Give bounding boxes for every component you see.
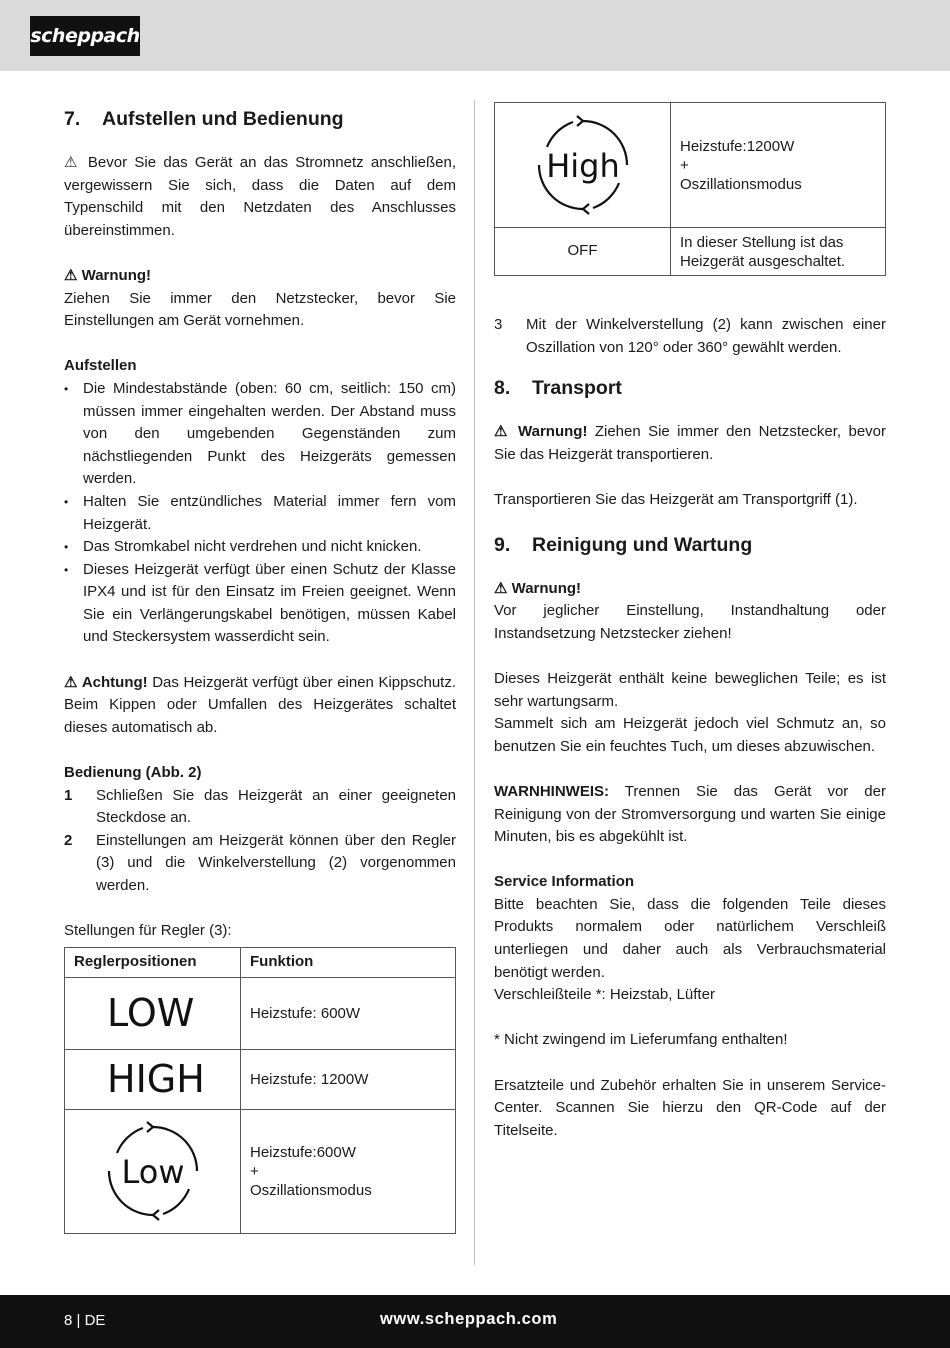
service-heading: Service Information bbox=[494, 873, 635, 891]
list-item: • Halten Sie entzündliches Material immer fern vom Heizgerät. bbox=[64, 491, 456, 536]
step-3 bbox=[494, 314, 886, 359]
high-label: HIGH bbox=[107, 1057, 205, 1102]
table-row bbox=[65, 977, 456, 1049]
table-row bbox=[495, 103, 886, 228]
table-header-row bbox=[65, 947, 456, 977]
warnhinweis-paragraph bbox=[494, 781, 886, 849]
step-text: Schließen Sie das Heizgerät an einer geeigneten Steckdose an. bbox=[96, 786, 456, 827]
function-cell: Heizstufe: 1200W bbox=[241, 1049, 456, 1109]
logo-text: scheppach bbox=[30, 24, 140, 47]
low-icon-text: Low bbox=[120, 1153, 185, 1192]
website-link[interactable]: www.scheppach.com bbox=[380, 1310, 558, 1328]
table-header-positions: Reglerpositionen bbox=[65, 947, 241, 977]
verschleiss-text: Verschleißteile *: Heizstab, Lüfter bbox=[494, 986, 715, 1004]
section-title: Transport bbox=[532, 377, 622, 400]
table-header-function: Funktion bbox=[241, 947, 456, 977]
cleaning-paragraph-2: Sammelt sich am Heizgerät jedoch viel Schmutz an, so benutzen Sie ein feuchtes Tuch, um dieses abzuwischen. bbox=[494, 715, 886, 755]
step-item bbox=[64, 830, 456, 898]
warning-text: Vor jeglicher Einstellung, Instandhaltung oder Instandsetzung Netzstecker ziehen! bbox=[494, 602, 886, 642]
step-item bbox=[64, 785, 456, 830]
warning-label: ⚠ Warnung! bbox=[494, 579, 582, 597]
page-number: 8 | DE bbox=[64, 1312, 106, 1329]
function-line: Oszillationsmodus bbox=[680, 175, 802, 193]
symbol-cell bbox=[495, 103, 671, 228]
oscillation-low-icon bbox=[65, 1121, 240, 1221]
warnhinweis-label: WARNHINWEIS: bbox=[494, 782, 609, 800]
function-line: + bbox=[680, 156, 689, 174]
regler-table-continued bbox=[494, 102, 886, 276]
step-text: Mit der Winkelverstellung (2) kann zwischen einer Oszillation von 120° oder 360° gewählt werden. bbox=[526, 316, 886, 356]
section-title: Reinigung und Wartung bbox=[532, 533, 753, 556]
low-label: LOW bbox=[107, 991, 195, 1036]
aufstellen-heading: Aufstellen bbox=[64, 357, 137, 375]
step-number: 2 bbox=[64, 831, 73, 849]
stellungen-label: Stellungen für Regler (3): bbox=[64, 922, 232, 940]
left-column bbox=[64, 106, 456, 1234]
step-number: 3 bbox=[494, 316, 503, 333]
function-cell: In dieser Stellung ist das Heizgerät ausgeschaltet. bbox=[671, 228, 886, 276]
list-item: • Das Stromkabel nicht verdrehen und nicht knicken. bbox=[64, 536, 456, 559]
section-7-heading bbox=[64, 106, 456, 132]
warning-label: ⚠ Warnung! bbox=[64, 266, 152, 284]
off-cell: OFF bbox=[495, 228, 671, 276]
aufstellen-list bbox=[64, 378, 456, 649]
intro-paragraph: ⚠ Bevor Sie das Gerät an das Stromnetz anschließen, vergewissern Sie sich, dass die Daten auf dem Typenschild mit den Netzdaten des Anschlusses übereinstimmen. bbox=[64, 154, 456, 239]
table-row bbox=[65, 1049, 456, 1109]
section-number: 9. bbox=[494, 533, 511, 556]
footnote-text: * Nicht zwingend im Lieferumfang enthalten! bbox=[494, 1031, 788, 1049]
function-cell bbox=[241, 1109, 456, 1233]
function-cell: Heizstufe: 600W bbox=[241, 977, 456, 1049]
table-row bbox=[65, 1109, 456, 1233]
high-icon-text: High bbox=[545, 147, 620, 185]
step-number: 1 bbox=[64, 786, 73, 804]
achtung-label: ⚠ Achtung! bbox=[64, 673, 148, 691]
symbol-cell bbox=[65, 977, 241, 1049]
table-row bbox=[495, 228, 886, 276]
right-column bbox=[494, 102, 886, 1142]
bedienung-steps bbox=[64, 785, 456, 898]
function-line: Heizstufe:1200W bbox=[680, 137, 795, 155]
warnhinweis-text: Trennen Sie das Gerät vor der Reinigung von der Stromversorgung und warten Sie einige Minuten, bis es abgekühlt ist. bbox=[494, 782, 886, 846]
section-number: 8. bbox=[494, 377, 511, 400]
oscillation-high-icon bbox=[495, 115, 670, 215]
section-8-heading bbox=[494, 375, 886, 401]
symbol-cell bbox=[65, 1049, 241, 1109]
bedienung-heading: Bedienung (Abb. 2) bbox=[64, 764, 202, 782]
section-number: 7. bbox=[64, 108, 81, 130]
column-divider bbox=[474, 100, 475, 1265]
page-footer bbox=[0, 1295, 950, 1348]
scheppach-logo bbox=[30, 16, 140, 56]
achtung-text: Das Heizgerät verfügt über einen Kippschutz. Beim Kippen oder Umfallen des Heizgerätes schaltet dieses automatisch ab. bbox=[64, 673, 456, 736]
service-text: Bitte beachten Sie, dass die folgenden Teile dieses Produkts normalem oder natürlichem Verschleiß unterliegen und daher auch als Verbrauchsmaterial benötigt werden. bbox=[494, 895, 886, 981]
function-line: Heizstufe:600W bbox=[250, 1143, 356, 1161]
warning-label: ⚠ Warnung! bbox=[494, 423, 588, 441]
transport-text: Transportieren Sie das Heizgerät am Transportgriff (1). bbox=[494, 490, 858, 508]
transport-warning bbox=[494, 421, 886, 466]
regler-table bbox=[64, 947, 456, 1234]
warning-text: Ziehen Sie immer den Netzstecker, bevor Sie das Heizgerät transportieren. bbox=[494, 423, 886, 463]
achtung-paragraph bbox=[64, 672, 456, 740]
symbol-cell bbox=[65, 1109, 241, 1233]
list-item: • Dieses Heizgerät verfügt über einen Schutz der Klasse IPX4 und ist für den Einsatz im Freien geeignet. Wenn Sie ein Verlängerungskabel benötigen, müssen Kabel und Steckersystem wasserdicht sein. bbox=[64, 559, 456, 649]
step-item bbox=[494, 314, 886, 359]
function-cell bbox=[671, 103, 886, 228]
section-title: Aufstellen und Bedienung bbox=[102, 108, 344, 130]
step-text: Einstellungen am Heizgerät können über den Regler (3) und die Winkelverstellung (2) vorgenommen werden. bbox=[96, 831, 456, 894]
function-line: + bbox=[250, 1162, 259, 1180]
page-header bbox=[0, 0, 950, 71]
list-item: • Die Mindestabstände (oben: 60 cm, seitlich: 150 cm) müssen immer eingehalten werden. Der Abstand muss von den umgebenden Gegenständen zum nächstliegenden Punkt des Heizgeräts gemessen werden. bbox=[64, 378, 456, 491]
function-line: Oszillationsmodus bbox=[250, 1181, 372, 1199]
warning-text: Ziehen Sie immer den Netzstecker, bevor Sie Einstellungen am Gerät vornehmen. bbox=[64, 289, 456, 330]
ersatzteile-text: Ersatzteile und Zubehör erhalten Sie in unserem Service-Center. Scannen Sie hierzu den QR-Code auf der Titelseite. bbox=[494, 1076, 886, 1139]
section-9-heading bbox=[494, 532, 886, 558]
cleaning-paragraph-1: Dieses Heizgerät enthält keine beweglichen Teile; es ist sehr wartungsarm. bbox=[494, 669, 886, 710]
